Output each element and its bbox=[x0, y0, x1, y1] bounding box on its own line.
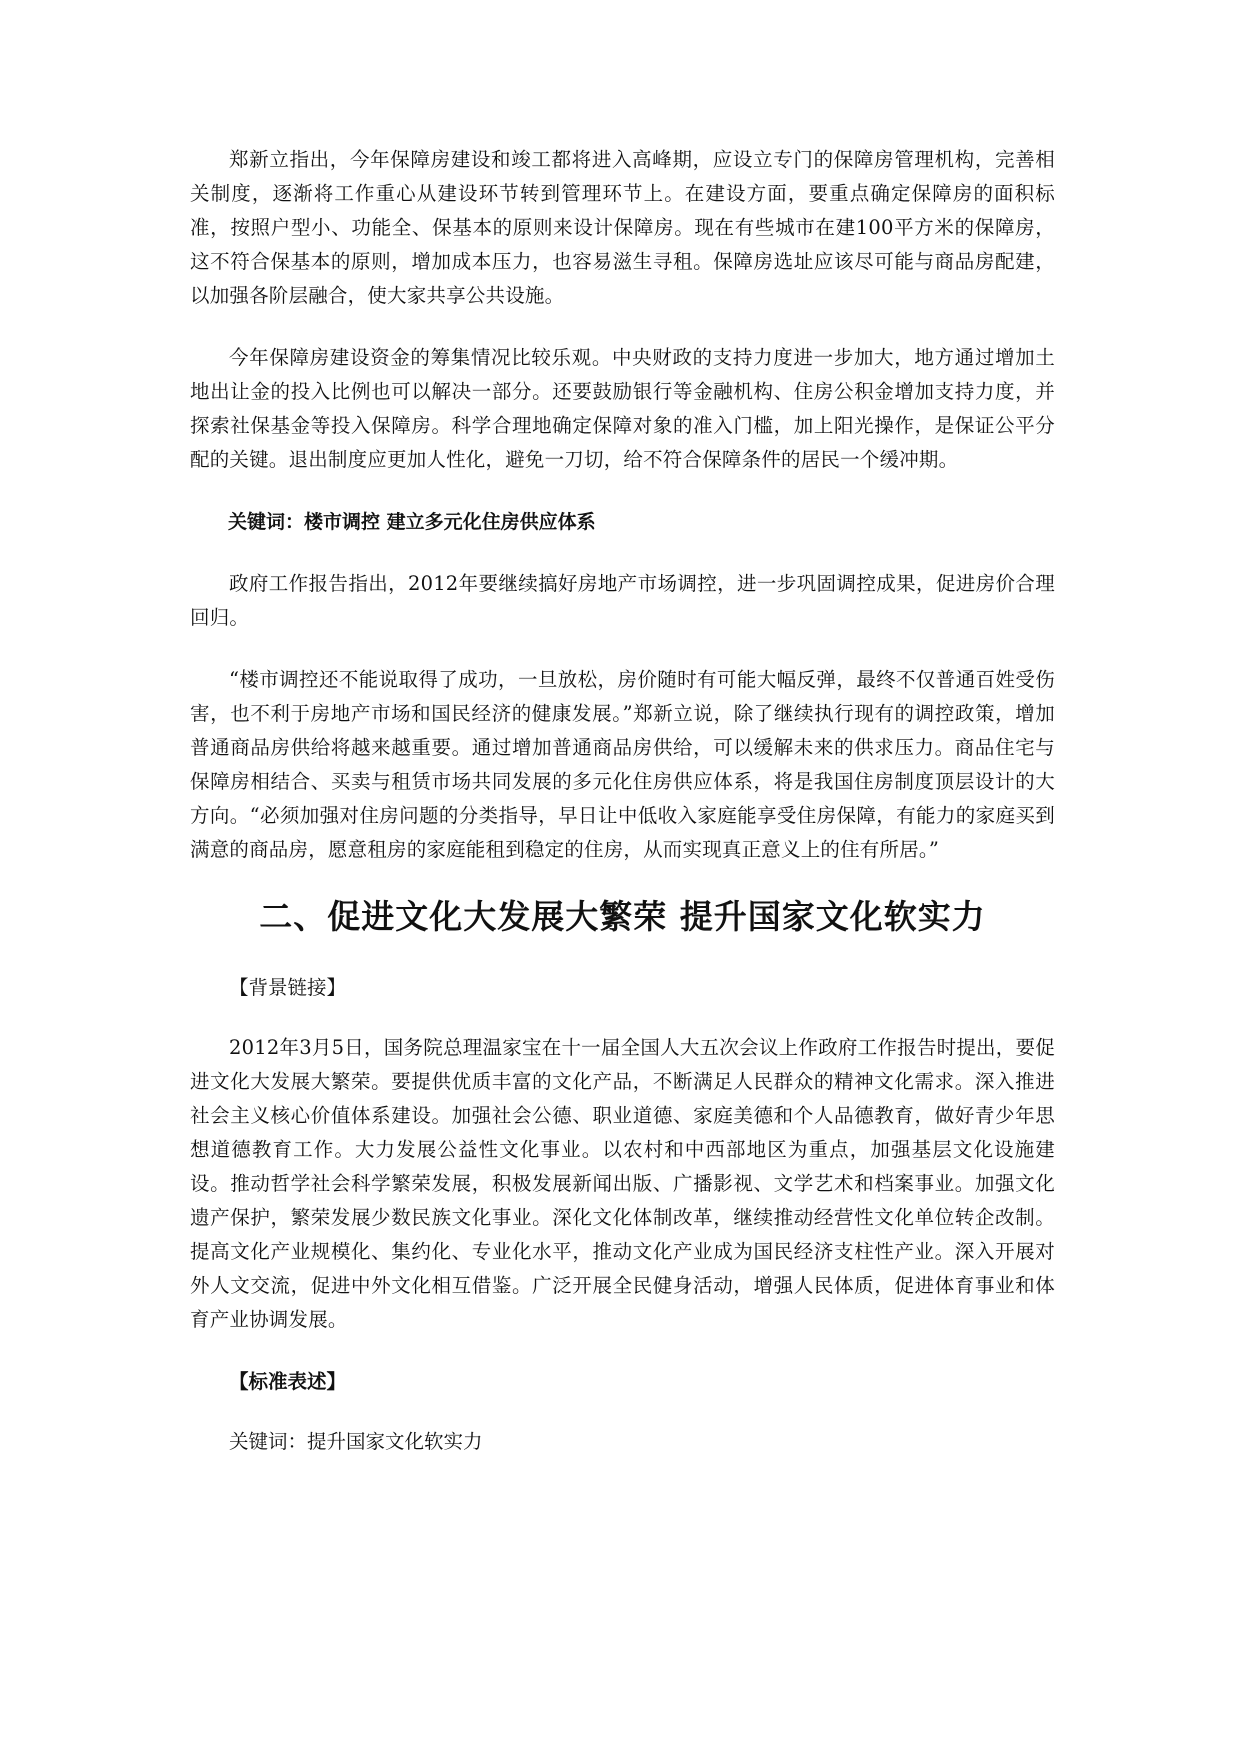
background-paragraph: 2012年3月5日，国务院总理温家宝在十一届全国人大五次会议上作政府工作报告时提出，要促进文化大发展大繁荣。要提供优质丰富的文化产品，不断满足人民群众的精神文化需求。深入推进社会主义核心价值体系建设。加强社会公德、职业道德、家庭美德和个人品德教育，做好青少年思想道德教育工作。大力发展公益性文化事业。以农村和中西部地区为重点，加强基层文化设施建设。推动哲学社会科学繁荣发展，积极发展新闻出版、广播影视、文学艺术和档案事业。加强文化遗产保护，繁荣发展少数民族文化事业。深化文化体制改革，继续推动经营性文化单位转企改制。提高文化产业规模化、集约化、专业化水平，推动文化产业成为国民经济支柱性产业。深入开展对外人文交流，促进中外文化相互借鉴。广泛开展全民健身活动，增强人民体质，促进体育事业和体育产业协调发展。 bbox=[190, 1036, 1055, 1331]
keyword-heading-1: 关键词：楼市调控 建立多元化住房供应体系 bbox=[228, 511, 596, 533]
section-2-title: 二、促进文化大发展大繁荣 提升国家文化软实力 bbox=[259, 897, 986, 936]
paragraph-1: 郑新立指出，今年保障房建设和竣工都将进入高峰期，应设立专门的保障房管理机构，完善相关制度，逐渐将工作重心从建设环节转到管理环节上。在建设方面，要重点确定保障房的面积标准，按照户型小、功能全、保基本的原则来设计保障房。现在有些城市在建100平方米的保障房，这不符合保基本的原则，增加成本压力，也容易滋生寻租。保障房选址应该尽可能与商品房配建，以加强各阶层融合，使大家共享公共设施。 bbox=[190, 148, 1055, 307]
standard-statement-label: 【标准表述】 bbox=[229, 1370, 347, 1393]
paragraph-2: 今年保障房建设资金的筹集情况比较乐观。中央财政的支持力度进一步加大，地方通过增加土地出让金的投入比例也可以解决一部分。还要鼓励银行等金融机构、住房公积金增加支持力度，并探索社保基金等投入保障房。科学合理地确定保障对象的准入门槛，加上阳光操作，是保证公平分配的关键。退出制度应更加人性化，避免一刀切，给不符合保障条件的居民一个缓冲期。 bbox=[190, 346, 1055, 471]
background-link-label: 【背景链接】 bbox=[229, 976, 347, 999]
document-page bbox=[190, 143, 1055, 1485]
keyword-heading-2: 关键词：提升国家文化软实力 bbox=[229, 1430, 483, 1453]
paragraph-4: “楼市调控还不能说取得了成功，一旦放松，房价随时有可能大幅反弹，最终不仅普通百姓受伤害，也不利于房地产市场和国民经济的健康发展。”郑新立说，除了继续执行现有的调控政策，增加普通商品房供给将越来越重要。通过增加普通商品房供给，可以缓解未来的供求压力。商品住宅与保障房相结合、买卖与租赁市场共同发展的多元化住房供应体系，将是我国住房制度顶层设计的大方向。“必须加强对住房问题的分类指导，早日让中低收入家庭能享受住房保障，有能力的家庭买到满意的商品房，愿意租房的家庭能租到稳定的住房，从而实现真正意义上的住有所居。” bbox=[190, 668, 1055, 861]
paragraph-3: 政府工作报告指出，2012年要继续搞好房地产市场调控，进一步巩固调控成果，促进房价合理回归。 bbox=[190, 572, 1055, 629]
